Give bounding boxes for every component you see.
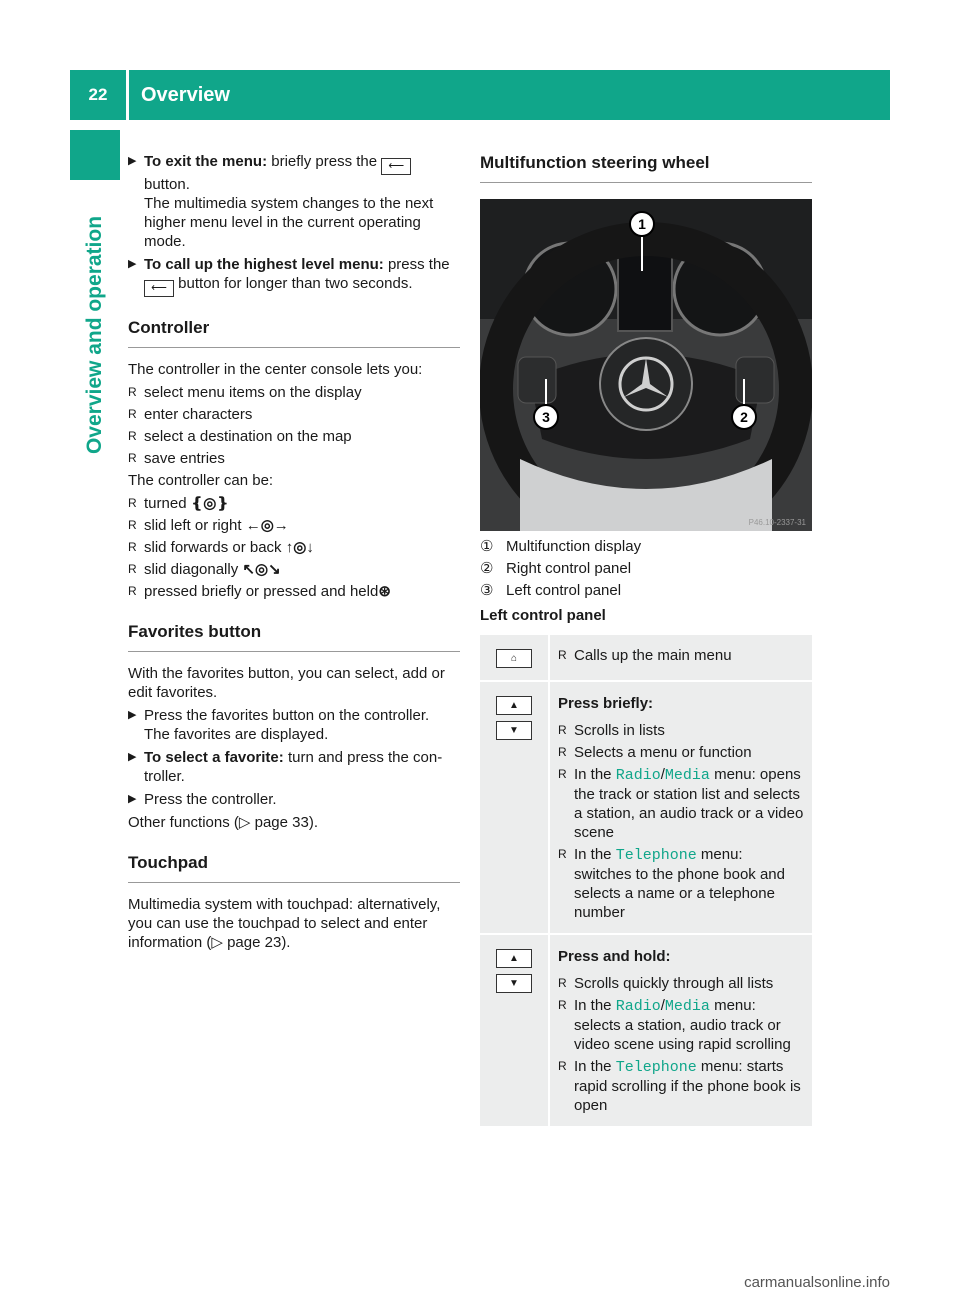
step-favorites-2: ▶ To select a favorite: turn and press the con-troller. — [128, 749, 443, 785]
list-item: R pressed briefly or pressed and held⊛ — [128, 583, 391, 600]
steering-wheel-figure — [480, 199, 812, 531]
slide-vertical-icon: ↑◎↓ — [285, 539, 314, 556]
header-divider — [126, 70, 129, 120]
step-arrow-icon: ▶ — [128, 793, 137, 805]
list-item: R select menu items on the display — [128, 384, 362, 401]
page-title: Overview — [141, 83, 230, 106]
step-favorites-3: ▶ Press the controller. — [128, 791, 277, 808]
legend-item: ② Right control panel — [480, 560, 632, 577]
callout-1 — [630, 212, 654, 236]
back-button-icon: ⟵ — [144, 280, 174, 297]
figure-code: P46.10-2337-31 — [748, 518, 806, 527]
page-number: 22 — [88, 85, 108, 104]
heading-steering-wheel: Multifunction steering wheel — [480, 152, 812, 183]
step-highest-menu: ▶ To call up the highest level menu: press the ⟵ button for longer than two seconds. — [128, 255, 460, 297]
list-item: R save entries — [128, 450, 225, 467]
slide-horizontal-icon: ←◎→ — [245, 517, 289, 534]
list-item: R enter characters — [128, 406, 253, 423]
right-column — [480, 152, 812, 1126]
turn-symbol-icon: ❴◎❵ — [190, 495, 229, 512]
left-control-panel-table — [480, 635, 812, 1126]
step-favorites-1: ▶ Press the favorites button on the controller. The favorites are displayed. — [128, 707, 430, 743]
table-row: ▲ ▼ Press briefly: R Scrolls in lists R Selects a menu or function R In the Radio/Media menu: opens the track or station list and selects a station, an audio track or a video scene R In the Telephone menu: switches to the phone book and selects a name or a telephone number — [480, 681, 812, 934]
section-controller — [128, 317, 460, 348]
heading-controller: Controller — [128, 317, 460, 348]
list-item: R Scrolls in lists — [558, 722, 665, 739]
legend-item: ③ Left control panel — [480, 582, 622, 599]
home-icon: ⌂ — [496, 649, 532, 668]
step-arrow-icon: ▶ — [128, 155, 137, 167]
list-item: R In the Radio/Media menu: selects a station, audio track or video scene using rapid scrolling — [558, 997, 791, 1053]
svg-text:3: 3 — [542, 409, 550, 425]
svg-text:2: 2 — [740, 409, 748, 425]
table-row: ▲ ▼ Press and hold: R Scrolls quickly through all lists R In the Radio/Media menu: selects a station, audio track or video scene using rapid scrolling R In the Telephone menu: starts rapid scrolling if the phone book is open — [480, 934, 812, 1126]
chapter-tab — [70, 130, 120, 180]
left-column: ▶ To exit the menu: briefly press the ⟵ button. The multimedia system changes to the next higher menu level in the current operating mode. ▶ To call up the highest level menu: press the ⟵ button for longer than two seconds. Controller The controller in the center console lets you: R select menu items on the display R enter characters R select a destination on the map R save entries The controller can be: R turned ❴◎❵ R slid left or right ←◎→ R slid forwards or back ↑◎↓ R slid diagonally ↖◎↘ R pressed briefly or pressed and held⊛ Favorites button With the favorites button, you can select, add or edit favorites. ▶ Press the favorites button on the controller. The favorites are displayed. ▶ To select a favorite: turn and press the con-troller. ▶ Press the controller. Other functions (▷ page 33). Touchpad Multimedia system with touchpad: alternatively, you can use the touchpad to select and enter information (▷ page 23). — [128, 152, 460, 956]
chapter-label: Overview and operation — [83, 215, 106, 455]
heading-touchpad: Touchpad — [128, 852, 460, 883]
list-item: R slid left or right ←◎→ — [128, 517, 289, 534]
callout-3 — [534, 405, 558, 429]
figure-legend — [480, 537, 812, 600]
section-favorites — [128, 621, 460, 652]
back-button-icon: ⟵ — [381, 158, 411, 175]
list-item: R slid forwards or back ↑◎↓ — [128, 539, 314, 556]
list-item: R slid diagonally ↖◎↘ — [128, 561, 281, 578]
list-item: R select a destination on the map — [128, 428, 352, 445]
callout-2 — [732, 405, 756, 429]
list-item: R Calls up the main menu — [558, 647, 732, 664]
list-item: R In the Telephone menu: switches to the phone book and selects a name or a telephone number — [558, 846, 785, 921]
press-symbol-icon: ⊛ — [378, 583, 391, 600]
watermark: carmanualsonline.info — [744, 1274, 890, 1291]
panel-title: Left control panel — [480, 607, 606, 624]
touchpad-text: Multimedia system with touchpad: alternatively, you can use the touchpad to select and enter information (▷ page 23). — [128, 896, 441, 951]
steering-wheel-illustration — [480, 199, 812, 531]
scroll-up-icon: ▲ — [496, 696, 532, 715]
page-ref-icon: ▷ — [238, 814, 251, 831]
heading-favorites: Favorites button — [128, 621, 460, 652]
list-item: R Scrolls quickly through all lists — [558, 975, 774, 992]
slide-diagonal-icon: ↖◎↘ — [242, 561, 281, 578]
table-row — [480, 635, 812, 681]
list-item: R In the Telephone menu: starts rapid scrolling if the phone book is open — [558, 1058, 801, 1114]
step-arrow-icon: ▶ — [128, 258, 137, 270]
step-arrow-icon: ▶ — [128, 709, 137, 721]
other-functions-ref: Other functions (▷ page 33). — [128, 814, 318, 831]
scroll-down-icon: ▼ — [496, 721, 532, 740]
list-item: R Selects a menu or function — [558, 744, 752, 761]
scroll-up-icon: ▲ — [496, 949, 532, 968]
section-touchpad — [128, 852, 460, 883]
step-exit-menu: ▶ To exit the menu: briefly press the ⟵ button. The multimedia system changes to the next higher menu level in the current operating mode. — [128, 153, 434, 250]
list-item: R turned ❴◎❵ — [128, 495, 229, 512]
list-item: R In the Radio/Media menu: opens the track or station list and selects a station, an audio track or a video scene — [558, 766, 804, 841]
step-arrow-icon: ▶ — [128, 751, 137, 763]
scroll-down-icon: ▼ — [496, 974, 532, 993]
legend-item: ① Multifunction display — [480, 538, 642, 555]
page-ref-icon: ▷ — [211, 934, 223, 951]
svg-text:1: 1 — [638, 216, 646, 232]
